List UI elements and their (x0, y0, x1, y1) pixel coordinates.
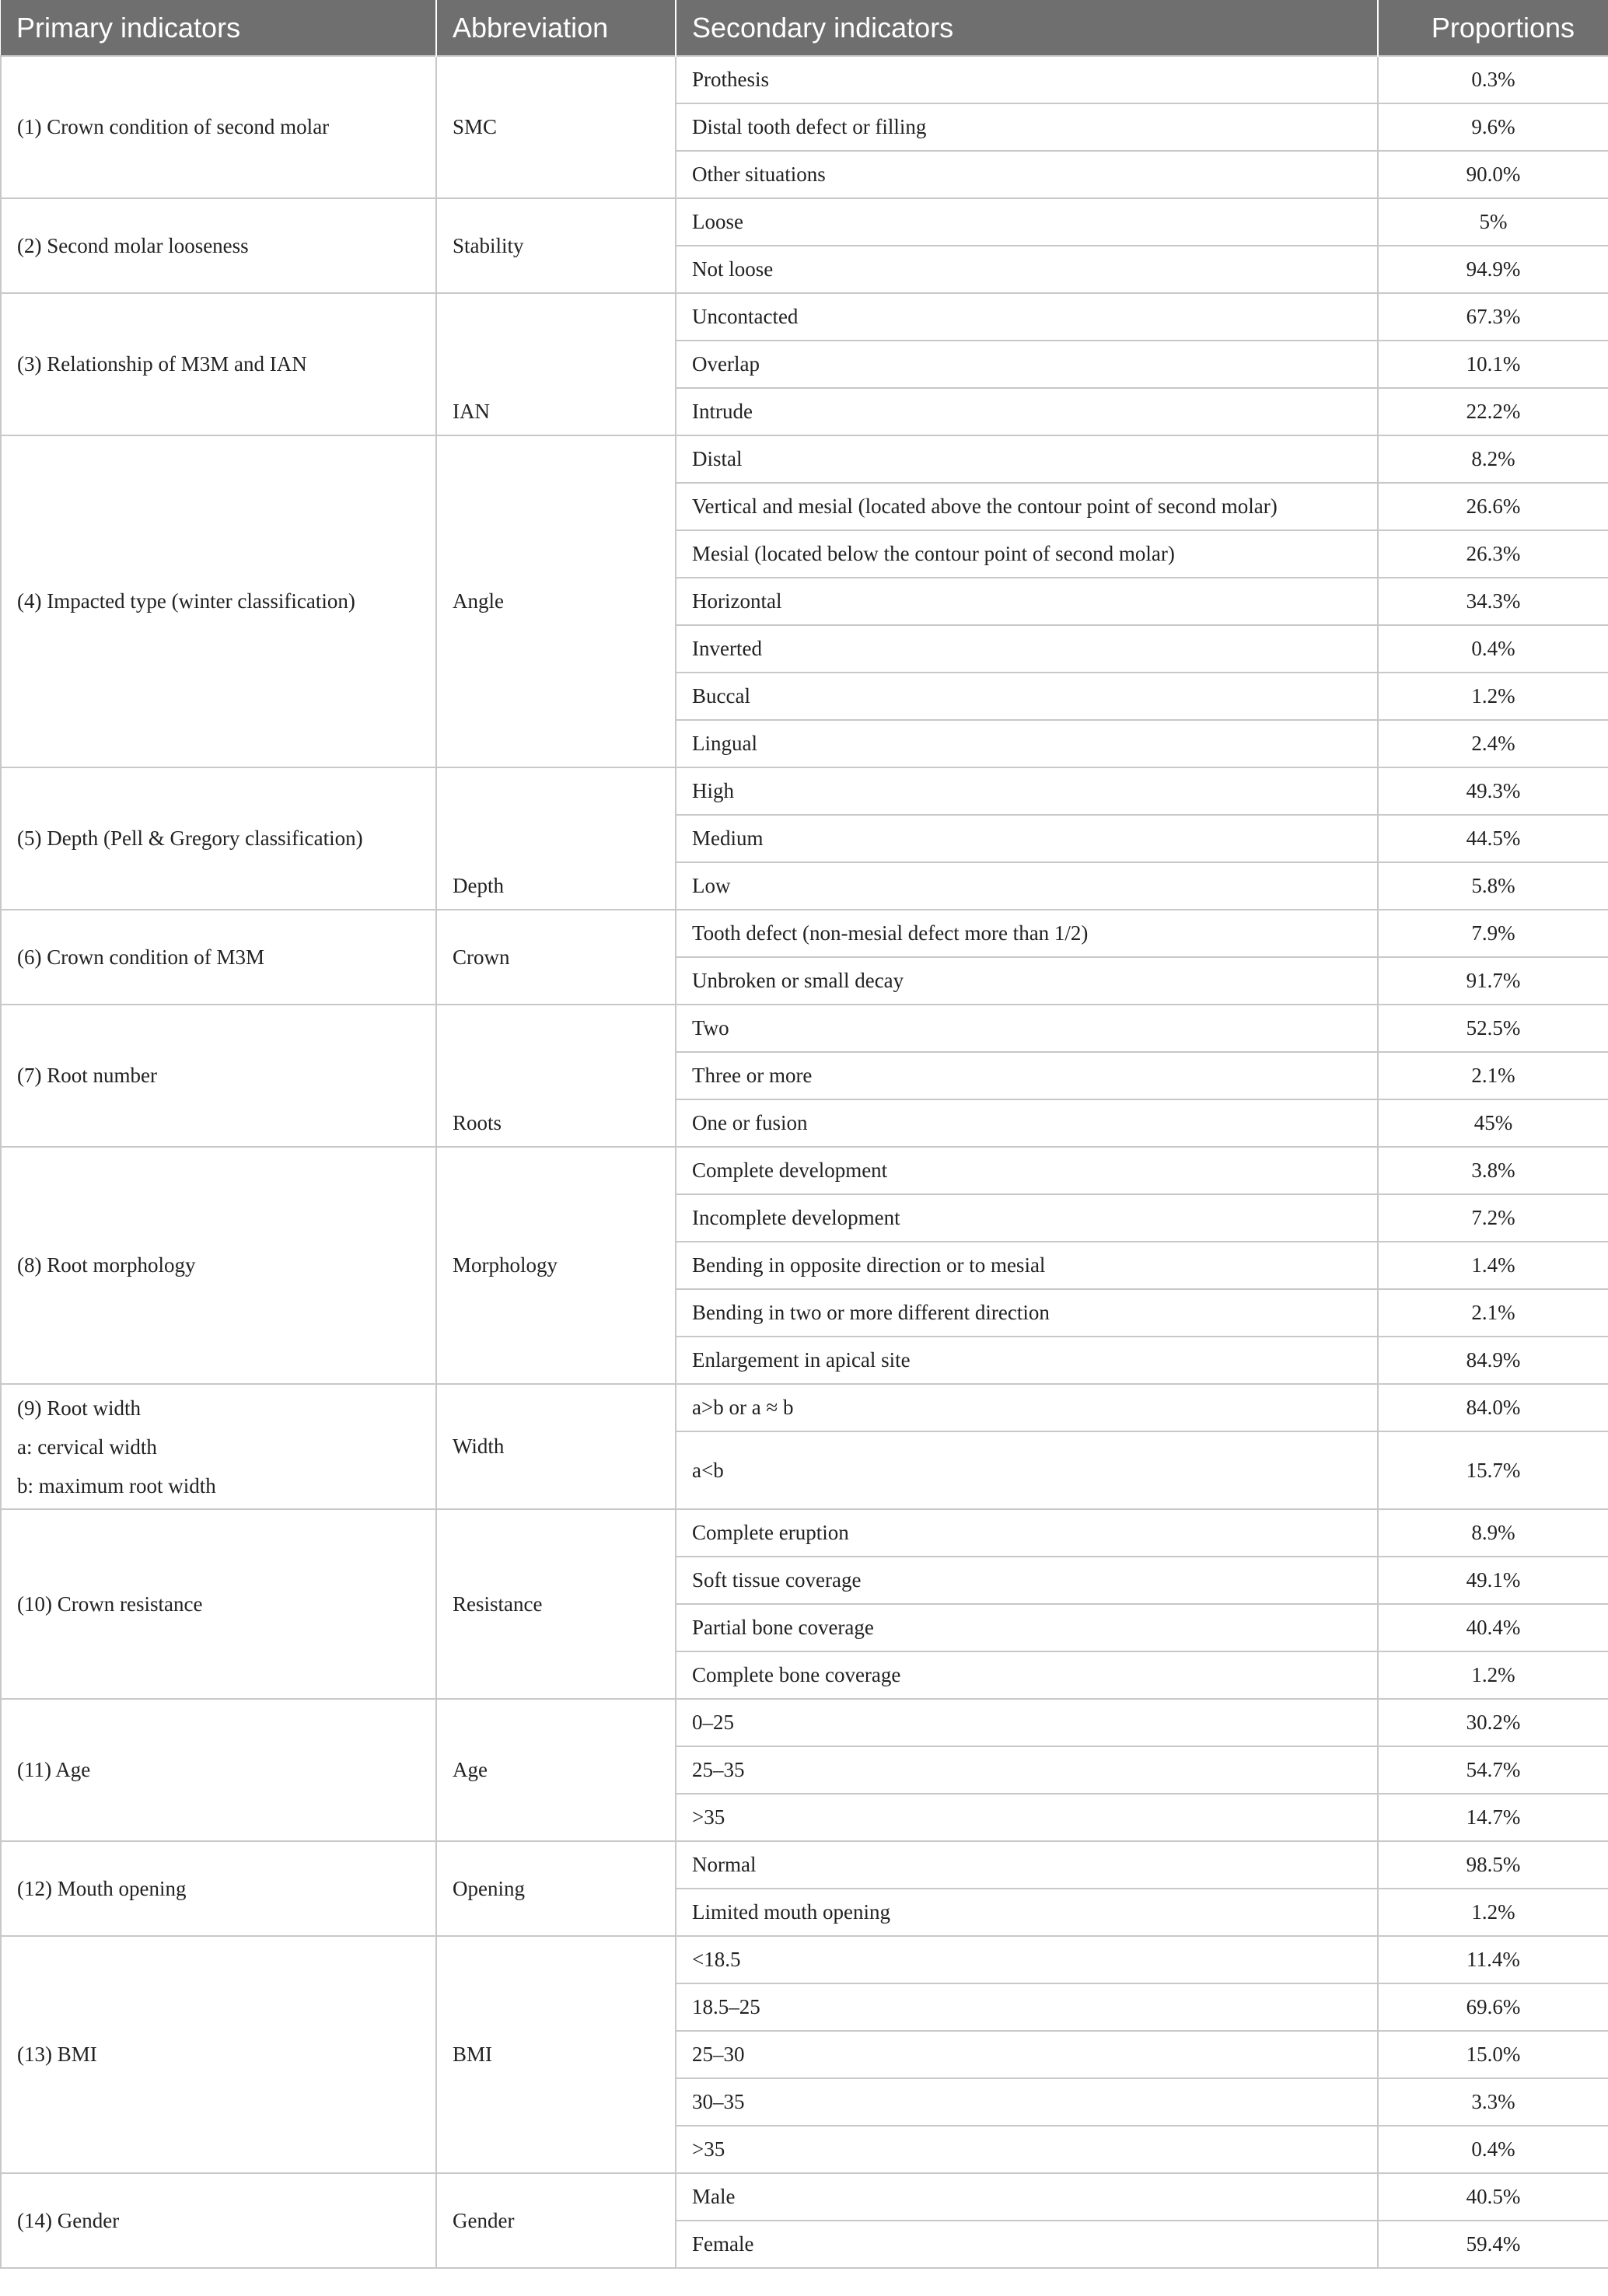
proportion-cell: 10.1% (1378, 341, 1608, 388)
abbreviation-cell: Opening (436, 1841, 676, 1936)
secondary-indicator-cell: <18.5 (676, 1936, 1378, 1983)
secondary-indicator-cell: Low (676, 862, 1378, 910)
primary-indicator-cell (1, 56, 436, 198)
proportion-cell: 2.1% (1378, 1052, 1608, 1099)
primary-indicator-cell (1, 293, 436, 435)
secondary-indicator-cell: 30–35 (676, 2078, 1378, 2126)
abbreviation-cell: Gender (436, 2173, 676, 2268)
primary-indicator-text: (2) Second molar looseness (17, 233, 249, 257)
primary-indicator-cell (1, 1147, 436, 1384)
secondary-indicator-cell: Prothesis (676, 56, 1378, 103)
table-header (1, 0, 1608, 56)
proportion-cell: 5% (1378, 198, 1608, 246)
primary-indicator-text: (1) Crown condition of second molar (17, 115, 330, 138)
primary-indicator-cell (1, 435, 436, 767)
proportion-cell: 26.3% (1378, 530, 1608, 578)
primary-indicator-text: (6) Crown condition of M3M (17, 945, 264, 969)
proportion-cell: 2.1% (1378, 1289, 1608, 1337)
primary-indicator-text: (12) Mouth opening (17, 1876, 187, 1900)
secondary-indicator-cell: 0–25 (676, 1699, 1378, 1746)
table-row (1, 1147, 1608, 1194)
secondary-indicator-cell: Bending in opposite direction or to mesial (676, 1242, 1378, 1289)
proportion-cell: 40.4% (1378, 1604, 1608, 1651)
secondary-indicator-cell: Bending in two or more different direction (676, 1289, 1378, 1337)
proportion-cell: 8.9% (1378, 1509, 1608, 1557)
proportion-cell: 52.5% (1378, 1005, 1608, 1052)
primary-indicator-text: (8) Root morphology (17, 1253, 196, 1277)
proportion-cell: 30.2% (1378, 1699, 1608, 1746)
proportion-cell: 1.2% (1378, 1651, 1608, 1699)
secondary-indicator-cell: Normal (676, 1841, 1378, 1889)
primary-indicator-text: (4) Impacted type (winter classification) (17, 589, 355, 613)
table-row (1, 2173, 1608, 2221)
proportion-cell: 0.3% (1378, 56, 1608, 103)
secondary-indicator-cell: Distal tooth defect or filling (676, 103, 1378, 151)
secondary-indicator-cell: Loose (676, 198, 1378, 246)
primary-indicator-cell (1, 1699, 436, 1841)
abbreviation-cell: Width (436, 1384, 676, 1509)
secondary-indicator-cell: Uncontacted (676, 293, 1378, 341)
secondary-indicator-cell: Distal (676, 435, 1378, 483)
secondary-indicator-cell: One or fusion (676, 1099, 1378, 1147)
abbreviation-cell: Stability (436, 198, 676, 293)
primary-indicator-text: (10) Crown resistance (17, 1592, 203, 1616)
proportion-cell: 91.7% (1378, 957, 1608, 1005)
table-row (1, 767, 1608, 815)
primary-indicator-cell (1, 767, 436, 910)
abbreviation-cell: Depth (436, 767, 676, 910)
proportion-cell: 40.5% (1378, 2173, 1608, 2221)
primary-indicator-note: a: cervical width (17, 1435, 157, 1459)
abbreviation-cell: IAN (436, 293, 676, 435)
table-row (1, 1509, 1608, 1557)
secondary-indicator-cell: Soft tissue coverage (676, 1557, 1378, 1604)
table-row (1, 293, 1608, 341)
proportion-cell: 9.6% (1378, 103, 1608, 151)
primary-indicator-text: (9) Root width (17, 1396, 141, 1420)
table-row (1, 56, 1608, 103)
proportion-cell: 7.9% (1378, 910, 1608, 957)
table-row (1, 198, 1608, 246)
proportion-cell: 1.2% (1378, 1889, 1608, 1936)
primary-indicator-cell (1, 1005, 436, 1147)
proportion-cell: 69.6% (1378, 1983, 1608, 2031)
proportion-cell: 44.5% (1378, 815, 1608, 862)
proportion-cell: 1.2% (1378, 673, 1608, 720)
proportion-cell: 90.0% (1378, 151, 1608, 198)
secondary-indicator-cell: Partial bone coverage (676, 1604, 1378, 1651)
abbreviation-cell: Angle (436, 435, 676, 767)
header-primary-indicators: Primary indicators (1, 0, 436, 56)
abbreviation-cell: Age (436, 1699, 676, 1841)
table-row (1, 435, 1608, 483)
proportion-cell: 34.3% (1378, 578, 1608, 625)
proportion-cell: 84.0% (1378, 1384, 1608, 1431)
proportion-cell: 45% (1378, 1099, 1608, 1147)
abbreviation-cell: SMC (436, 56, 676, 198)
secondary-indicator-cell: 18.5–25 (676, 1983, 1378, 2031)
header-proportions: Proportions (1378, 0, 1608, 56)
proportion-cell: 1.4% (1378, 1242, 1608, 1289)
secondary-indicator-cell: 25–35 (676, 1746, 1378, 1794)
primary-indicator-cell (1, 910, 436, 1005)
header-secondary-indicators: Secondary indicators (676, 0, 1378, 56)
proportion-cell: 67.3% (1378, 293, 1608, 341)
primary-indicator-cell (1, 198, 436, 293)
secondary-indicator-cell: Horizontal (676, 578, 1378, 625)
proportion-cell: 26.6% (1378, 483, 1608, 530)
primary-indicator-cell (1, 1841, 436, 1936)
header-row (1, 0, 1608, 56)
proportion-cell: 84.9% (1378, 1337, 1608, 1384)
secondary-indicator-cell: Female (676, 2221, 1378, 2268)
table-row (1, 1699, 1608, 1746)
secondary-indicator-cell: Complete development (676, 1147, 1378, 1194)
abbreviation-cell: Morphology (436, 1147, 676, 1384)
table-row (1, 910, 1608, 957)
proportion-cell: 11.4% (1378, 1936, 1608, 1983)
secondary-indicator-cell: High (676, 767, 1378, 815)
primary-indicator-text: (7) Root number (17, 1064, 157, 1087)
table-row (1, 1936, 1608, 1983)
secondary-indicator-cell: >35 (676, 2126, 1378, 2173)
proportion-cell: 94.9% (1378, 246, 1608, 293)
secondary-indicator-cell: Three or more (676, 1052, 1378, 1099)
primary-indicator-text: (14) Gender (17, 2208, 120, 2232)
secondary-indicator-cell: Not loose (676, 246, 1378, 293)
secondary-indicator-cell: 25–30 (676, 2031, 1378, 2078)
proportion-cell: 49.3% (1378, 767, 1608, 815)
primary-indicator-text: (5) Depth (Pell & Gregory classification) (17, 826, 363, 850)
proportion-cell: 0.4% (1378, 625, 1608, 673)
secondary-indicator-cell: Mesial (located below the contour point of second molar) (676, 530, 1378, 578)
abbreviation-cell: BMI (436, 1936, 676, 2173)
abbreviation-cell: Roots (436, 1005, 676, 1147)
secondary-indicator-cell: Intrude (676, 388, 1378, 435)
secondary-indicator-cell: Other situations (676, 151, 1378, 198)
secondary-indicator-cell: Unbroken or small decay (676, 957, 1378, 1005)
secondary-indicator-cell: Tooth defect (non-mesial defect more than 1/2) (676, 910, 1378, 957)
proportion-cell: 98.5% (1378, 1841, 1608, 1889)
primary-indicator-cell (1, 1936, 436, 2173)
primary-indicator-text: (11) Age (17, 1758, 91, 1781)
secondary-indicator-cell: a>b or a ≈ b (676, 1384, 1378, 1431)
secondary-indicator-cell: Lingual (676, 720, 1378, 767)
primary-indicator-cell (1, 1509, 436, 1699)
proportion-cell: 49.1% (1378, 1557, 1608, 1604)
primary-indicator-cell (1, 2173, 436, 2268)
primary-indicator-cell (1, 1384, 436, 1509)
abbreviation-cell: Resistance (436, 1509, 676, 1699)
proportion-cell: 2.4% (1378, 720, 1608, 767)
proportion-cell: 5.8% (1378, 862, 1608, 910)
proportion-cell: 15.0% (1378, 2031, 1608, 2078)
secondary-indicator-cell: Overlap (676, 341, 1378, 388)
proportion-cell: 15.7% (1378, 1431, 1608, 1509)
proportion-cell: 7.2% (1378, 1194, 1608, 1242)
secondary-indicator-cell: Incomplete development (676, 1194, 1378, 1242)
secondary-indicator-cell: Limited mouth opening (676, 1889, 1378, 1936)
header-abbreviation: Abbreviation (436, 0, 676, 56)
secondary-indicator-cell: Complete eruption (676, 1509, 1378, 1557)
table-row (1, 1841, 1608, 1889)
secondary-indicator-cell: Complete bone coverage (676, 1651, 1378, 1699)
proportion-cell: 3.8% (1378, 1147, 1608, 1194)
proportion-cell: 8.2% (1378, 435, 1608, 483)
secondary-indicator-cell: >35 (676, 1794, 1378, 1841)
proportion-cell: 59.4% (1378, 2221, 1608, 2268)
secondary-indicator-cell: Inverted (676, 625, 1378, 673)
primary-indicator-text: (13) BMI (17, 2043, 97, 2066)
abbreviation-cell: Crown (436, 910, 676, 1005)
proportion-cell: 54.7% (1378, 1746, 1608, 1794)
secondary-indicator-cell: Two (676, 1005, 1378, 1052)
proportion-cell: 22.2% (1378, 388, 1608, 435)
secondary-indicator-cell: Buccal (676, 673, 1378, 720)
secondary-indicator-cell: Male (676, 2173, 1378, 2221)
table-body (1, 56, 1608, 2268)
secondary-indicator-cell: a<b (676, 1431, 1378, 1509)
primary-indicator-text: (3) Relationship of M3M and IAN (17, 352, 307, 376)
table-row (1, 1005, 1608, 1052)
proportion-cell: 3.3% (1378, 2078, 1608, 2126)
proportion-cell: 14.7% (1378, 1794, 1608, 1841)
secondary-indicator-cell: Vertical and mesial (located above the contour point of second molar) (676, 483, 1378, 530)
table-row (1, 1384, 1608, 1431)
primary-indicator-note: b: maximum root width (17, 1473, 216, 1497)
secondary-indicator-cell: Medium (676, 815, 1378, 862)
secondary-indicator-cell: Enlargement in apical site (676, 1337, 1378, 1384)
proportion-cell: 0.4% (1378, 2126, 1608, 2173)
